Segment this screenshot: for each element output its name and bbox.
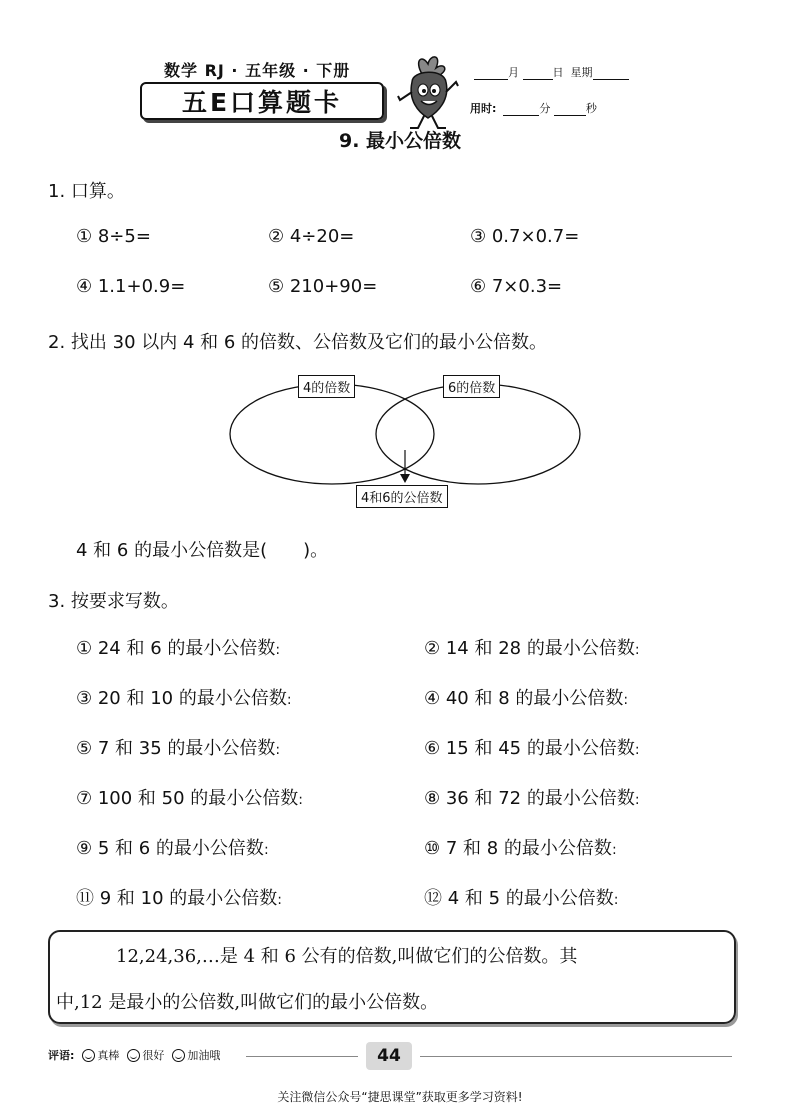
lesson-title: 9. 最小公倍数: [338, 130, 462, 152]
radish-mascot-icon: [392, 52, 464, 134]
q3-item-11: ⑪ 9 和 10 的最小公倍数:: [76, 888, 282, 909]
q1-item-2: ② 4÷20=: [268, 226, 355, 247]
q2-answer-line: 4 和 6 的最小公倍数是( )。: [76, 540, 329, 561]
summary-line-2: 中,12 是最小的公倍数,叫做它们的最小公倍数。: [56, 992, 439, 1013]
summary-line-1: 12,24,36,…是 4 和 6 公有的倍数,叫做它们的公倍数。其: [116, 946, 578, 967]
venn-label-right: 6的倍数: [443, 375, 500, 398]
good-face-icon[interactable]: [127, 1049, 140, 1062]
page-number: 44: [366, 1042, 412, 1070]
great-face-icon[interactable]: [82, 1049, 95, 1062]
q3-item-6: ⑥ 15 和 45 的最小公倍数:: [424, 738, 640, 759]
second-blank[interactable]: [554, 115, 586, 116]
summary-box: [48, 930, 736, 1024]
q1-item-1: ① 8÷5=: [76, 226, 151, 247]
q3-item-4: ④ 40 和 8 的最小公倍数:: [424, 688, 629, 709]
venn-arrow-head: [400, 474, 410, 483]
keep-going-face-icon[interactable]: [172, 1049, 185, 1062]
q3-item-1: ① 24 和 6 的最小公倍数:: [76, 638, 281, 659]
card-title: 五E口算题卡: [140, 82, 384, 120]
q3-item-10: ⑩ 7 和 8 的最小公倍数:: [424, 838, 617, 859]
q1-item-3: ③ 0.7×0.7=: [470, 226, 580, 247]
rating-row: 评语: 真棒 很好 加油哦: [48, 1049, 221, 1062]
date-row: 月 日 星期: [474, 64, 629, 80]
month-blank[interactable]: [474, 79, 508, 80]
venn-label-common: 4和6的公倍数: [356, 485, 448, 508]
venn-label-left: 4的倍数: [298, 375, 355, 398]
minute-blank[interactable]: [503, 115, 539, 116]
subject-line: 数学 RJ · 五年级 · 下册: [164, 61, 351, 80]
footer-rule-left: [246, 1056, 358, 1057]
day-blank[interactable]: [523, 79, 553, 80]
q3-title: 3. 按要求写数。: [48, 591, 179, 612]
q1-item-4: ④ 1.1+0.9=: [76, 276, 186, 297]
footer-note: 关注微信公众号“捷思课堂”获取更多学习资料!: [277, 1090, 523, 1104]
q3-item-9: ⑨ 5 和 6 的最小公倍数:: [76, 838, 269, 859]
q1-title: 1. 口算。: [48, 181, 125, 202]
venn-left-ellipse: [230, 384, 434, 484]
q3-item-3: ③ 20 和 10 的最小公倍数:: [76, 688, 292, 709]
q1-item-6: ⑥ 7×0.3=: [470, 276, 563, 297]
venn-right-ellipse: [376, 384, 580, 484]
footer-rule-right: [420, 1056, 732, 1057]
q2-title: 2. 找出 30 以内 4 和 6 的倍数、公倍数及它们的最小公倍数。: [48, 332, 548, 353]
q3-item-5: ⑤ 7 和 35 的最小公倍数:: [76, 738, 281, 759]
q3-item-7: ⑦ 100 和 50 的最小公倍数:: [76, 788, 304, 809]
q3-item-2: ② 14 和 28 的最小公倍数:: [424, 638, 640, 659]
time-row: 用时: 分 秒: [470, 102, 597, 115]
q3-item-8: ⑧ 36 和 72 的最小公倍数:: [424, 788, 640, 809]
q1-item-5: ⑤ 210+90=: [268, 276, 378, 297]
q3-item-12: ⑫ 4 和 5 的最小公倍数:: [424, 888, 619, 909]
weekday-blank[interactable]: [593, 79, 629, 80]
